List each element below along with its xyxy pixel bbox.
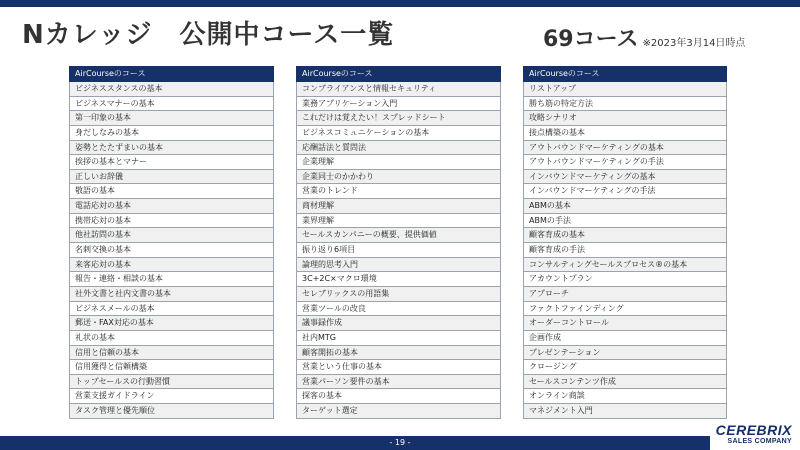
course-list xyxy=(296,82,501,419)
course-row: これだけは覚えたい！スプレッドシート xyxy=(296,111,501,126)
course-row: 顧客育成の手法 xyxy=(523,243,727,258)
course-row: アプローチ xyxy=(523,287,727,302)
course-row: ビジネスメールの基本 xyxy=(69,302,274,317)
course-row: クロージング xyxy=(523,360,727,375)
course-row: 社外文書と社内文書の基本 xyxy=(69,287,274,302)
course-row: 応酬話法と質問法 xyxy=(296,141,501,156)
course-row: 社内MTG xyxy=(296,331,501,346)
course-row: リストアップ xyxy=(523,82,727,97)
course-row: 身だしなみの基本 xyxy=(69,126,274,141)
course-row: 敬語の基本 xyxy=(69,184,274,199)
course-row: マネジメント入門 xyxy=(523,404,727,419)
course-list xyxy=(69,82,274,419)
course-row: セールスカンパニーの概要、提供価値 xyxy=(296,228,501,243)
course-row: 第一印象の基本 xyxy=(69,111,274,126)
course-row: プレゼンテーション xyxy=(523,346,727,361)
course-list-column-1 xyxy=(69,66,274,419)
course-row: コンプライアンスと情報セキュリティ xyxy=(296,82,501,97)
logo-tagline: SALES COMPANY xyxy=(727,438,792,445)
course-list-column-2 xyxy=(296,66,501,419)
course-row: 議事録作成 xyxy=(296,316,501,331)
column-header: AirCourseのコース xyxy=(296,66,501,82)
course-row: 営業のトレンド xyxy=(296,184,501,199)
course-row: 商材理解 xyxy=(296,199,501,214)
course-list-column-3 xyxy=(523,66,727,419)
course-row: 正しいお辞儀 xyxy=(69,170,274,185)
course-row: 報告・連絡・相談の基本 xyxy=(69,272,274,287)
course-row: ビジネスマナーの基本 xyxy=(69,97,274,112)
column-header: AirCourseのコース xyxy=(69,66,274,82)
course-row: 顧客育成の基本 xyxy=(523,228,727,243)
course-row: 攻略シナリオ xyxy=(523,111,727,126)
course-row: セールスコンテンツ作成 xyxy=(523,375,727,390)
course-row: コンサルティングセールスプロセス®の基本 xyxy=(523,258,727,273)
course-row: 営業ツールの改良 xyxy=(296,302,501,317)
course-row: 探客の基本 xyxy=(296,389,501,404)
course-row: ABMの基本 xyxy=(523,199,727,214)
course-row: ビジネススタンスの基本 xyxy=(69,82,274,97)
course-row: 郵送・FAX対応の基本 xyxy=(69,316,274,331)
course-row: 顧客開拓の基本 xyxy=(296,346,501,361)
course-row: ターゲット選定 xyxy=(296,404,501,419)
course-row: セレブリックスの用語集 xyxy=(296,287,501,302)
course-row: 信用獲得と信頼構築 xyxy=(69,360,274,375)
logo-wordmark: CEREBRIX xyxy=(715,422,792,438)
course-row: 業界理解 xyxy=(296,214,501,229)
course-row: ABMの手法 xyxy=(523,214,727,229)
top-accent-bar xyxy=(0,0,800,7)
course-row: 礼状の基本 xyxy=(69,331,274,346)
course-list xyxy=(523,82,727,419)
course-row: アカウントプラン xyxy=(523,272,727,287)
course-row: オーダーコントロール xyxy=(523,316,727,331)
course-row: アウトバウンドマーケティングの手法 xyxy=(523,155,727,170)
course-row: 企業同士のかかわり xyxy=(296,170,501,185)
course-row: 名刺交換の基本 xyxy=(69,243,274,258)
column-header: AirCourseのコース xyxy=(523,66,727,82)
course-row: 振り返り6項目 xyxy=(296,243,501,258)
course-row: 電話応対の基本 xyxy=(69,199,274,214)
course-row: 営業支援ガイドライン xyxy=(69,389,274,404)
course-row: ファクトファインディング xyxy=(523,302,727,317)
course-count-area xyxy=(543,22,745,53)
course-row: 企画作成 xyxy=(523,331,727,346)
course-row: 挨拶の基本とマナー xyxy=(69,155,274,170)
course-row: 業務アプリケーション入門 xyxy=(296,97,501,112)
course-row: 携帯応対の基本 xyxy=(69,214,274,229)
course-row: アウトバウンドマーケティングの基本 xyxy=(523,141,727,156)
as-of-date: ※2023年3月14日時点 xyxy=(642,38,746,49)
course-count: 69コース xyxy=(543,27,639,52)
course-row: 論理的思考入門 xyxy=(296,258,501,273)
course-row: インバウンドマーケティングの基本 xyxy=(523,170,727,185)
course-row: 3C+2C×マクロ環境 xyxy=(296,272,501,287)
course-row: 信用と信頼の基本 xyxy=(69,346,274,361)
course-row: タスク管理と優先順位 xyxy=(69,404,274,419)
course-row: 勝ち筋の特定方法 xyxy=(523,97,727,112)
course-row: 営業パーソン要件の基本 xyxy=(296,375,501,390)
course-row: 接点構築の基本 xyxy=(523,126,727,141)
course-row: オンライン商談 xyxy=(523,389,727,404)
course-row: 企業理解 xyxy=(296,155,501,170)
course-row: インバウンドマーケティングの手法 xyxy=(523,184,727,199)
course-row: ビジネスコミュニケーションの基本 xyxy=(296,126,501,141)
course-row: 他社訪問の基本 xyxy=(69,228,274,243)
page-title: Nカレッジ 公開中コース一覧 xyxy=(22,20,395,50)
course-row: 来客応対の基本 xyxy=(69,258,274,273)
course-row: トップセールスの行動習慣 xyxy=(69,375,274,390)
course-row: 営業という仕事の基本 xyxy=(296,360,501,375)
company-logo xyxy=(710,421,800,450)
page-number: - 19 - xyxy=(389,438,411,447)
course-row: 姿勢とたたずまいの基本 xyxy=(69,141,274,156)
